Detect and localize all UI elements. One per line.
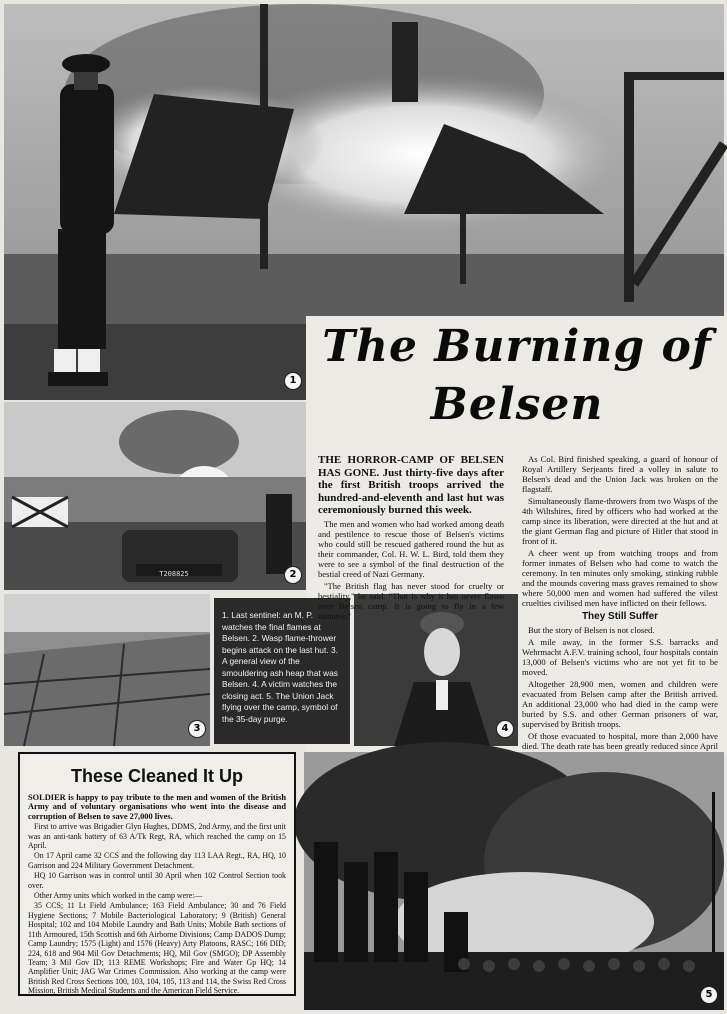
- tribute-paragraph: HQ 10 Garrison was in control until 30 April when 102 Control Section took over.: [28, 871, 286, 890]
- photo-wasp-flame-thrower: [4, 402, 306, 590]
- article-paragraph: As Col. Bird finished speaking, a guard of honour of Royal Artillery Serjeants fired a volley in salute to Belsen's dead and the Union Jack was broken on the flagstaff.: [522, 454, 718, 494]
- tribute-paragraph: 35 CCS; 11 Lt Field Ambulance; 163 Field Ambulance; 30 and 76 Field Hygiene Sections; 7 Mobile Bacteriological Laboratory; 9 (British) General Hospital; 102 and 104 Mobile Laundry and Bath Units; Mobile Bath sections of 11th Armoured, 15th Scottish and 6th Airborne Divisions; Camp DADOS Dump; Camp Laundry; 1575 (Light) and 1576 (Heavy) Arty Platoons, RASC; 166 DID; 224, 618 and 904 Mil Gov Detachments; HQ, Mil Gov (SMGO); DP Assembly Team; 3 Mil Gov ID; 113 REME Workshops; Fire and Water Gp HQ; 14 Amplifier Unit; JAG War Crimes Commission. Also working at the camp were British Red Cross Sections 100, 103, 104, 105, 113 and 114, the Swiss Red Cross Mission, British Medical Students and the American Field Service.: [28, 901, 286, 996]
- article-paragraph: "The British flag has never stood for cruelty or bestiality," he said. "That is why it has never flown over Belsen camp. It is going to fly in a few minutes.": [318, 580, 504, 621]
- article-column-1: [318, 454, 504, 621]
- headline: The Burning of Belsen: [322, 321, 712, 430]
- photo-number-4: 4: [496, 720, 514, 738]
- article-lead: THE HORROR-CAMP OF BELSEN HAS GONE. Just thirty-five days after the first British troops arrived the hundred-and-eleventh and last hut was ceremoniously burned this week.: [318, 454, 504, 516]
- tribute-paragraph: Other Army units which worked in the camp were:—: [34, 891, 203, 901]
- photo-number-1: 1: [284, 372, 302, 390]
- photo-number-3: 3: [188, 720, 206, 738]
- tribute-body: [28, 793, 286, 996]
- photo-number-2: 2: [284, 566, 302, 584]
- subhead: They Still Suffer: [581, 611, 659, 622]
- photo-ash-heap: [4, 594, 210, 746]
- article-paragraph: A cheer went up from watching troops and from former inmates of Belsen who had come to watch the ceremony. In ten minutes only smoking, stinking rubble and the mounds covering mass graves remained to show where 50,000 men and women had suffered the vilest cruelties civilised men have inflicted on their fellows.: [522, 548, 718, 608]
- article-paragraph: A mile away, in the former S.S. barracks and Wehrmacht A.F.V. training school, four hospitals contain 13,000 of Belsen's victims who are not yet fit to be moved.: [522, 637, 718, 677]
- photo-union-jack-ceremony: [304, 752, 724, 1010]
- article-paragraph: Of those evacuated to hospital, more than 2,000 have died. The death rate has been greatly reduced since April: [522, 731, 718, 751]
- tribute-paragraph: First to arrive was Brigadier Glyn Hughes, DDMS, 2nd Army, and the first unit was an anti-tank battery of 63 A/Tk Regt, RA, which reached the camp on 15 April.: [28, 822, 286, 851]
- article-paragraph: The men and women who had worked among death and pestilence to rescue those of Belsen's victims who could still be rescued gathered round the hut as their commander, Col. H. W. L. Bird, told them they were to see a symbol of the final destruction of the bestial creed of Nazi Germany.: [318, 518, 504, 579]
- tribute-title: These Cleaned It Up: [70, 766, 244, 786]
- photo-captions: 1. Last sentinel: an M. P. watches the final flames at Belsen. 2. Wasp flame-thrower begins attack on the last hut. 3. A general view of the smouldering ash heap that was Belsen. 4. A victim watches the closing act. 5. The Union Jack flying over the camp, symbol of the 35-day purge.: [214, 598, 350, 744]
- tribute-paragraph: SOLDIER is happy to pay tribute to the men and women of the British Army and of voluntary organisations who went into the disease and corruption of Belsen to save 27,000 lives.: [28, 793, 286, 821]
- tribute-paragraph: On 17 April came 32 CCS and the following day 113 LAA Regt., RA, HQ, 10 Garrison and 224 Military Government Detachment.: [28, 851, 286, 870]
- photo-number-5: 5: [700, 986, 718, 1004]
- tribute-box: [18, 752, 296, 996]
- tank-number: T208825: [159, 570, 189, 578]
- article-paragraph: Altogether 28,900 men, women and children were evacuated from Belsen camp after the British arrived. An additional 23,000 who had died in the camp were buried by S.S. and other German prisoners of war, supervised by British troops.: [522, 679, 718, 729]
- article-paragraph: Simultaneously flame-throwers from two Wasps of the 4th Wiltshires, fired by officers who had worked at the camp since its liberation, were directed at the hut and at the giant German flag and picture of Hitler that stood in front of it.: [522, 496, 718, 546]
- article-paragraph: But the story of Belsen is not closed.: [528, 625, 655, 635]
